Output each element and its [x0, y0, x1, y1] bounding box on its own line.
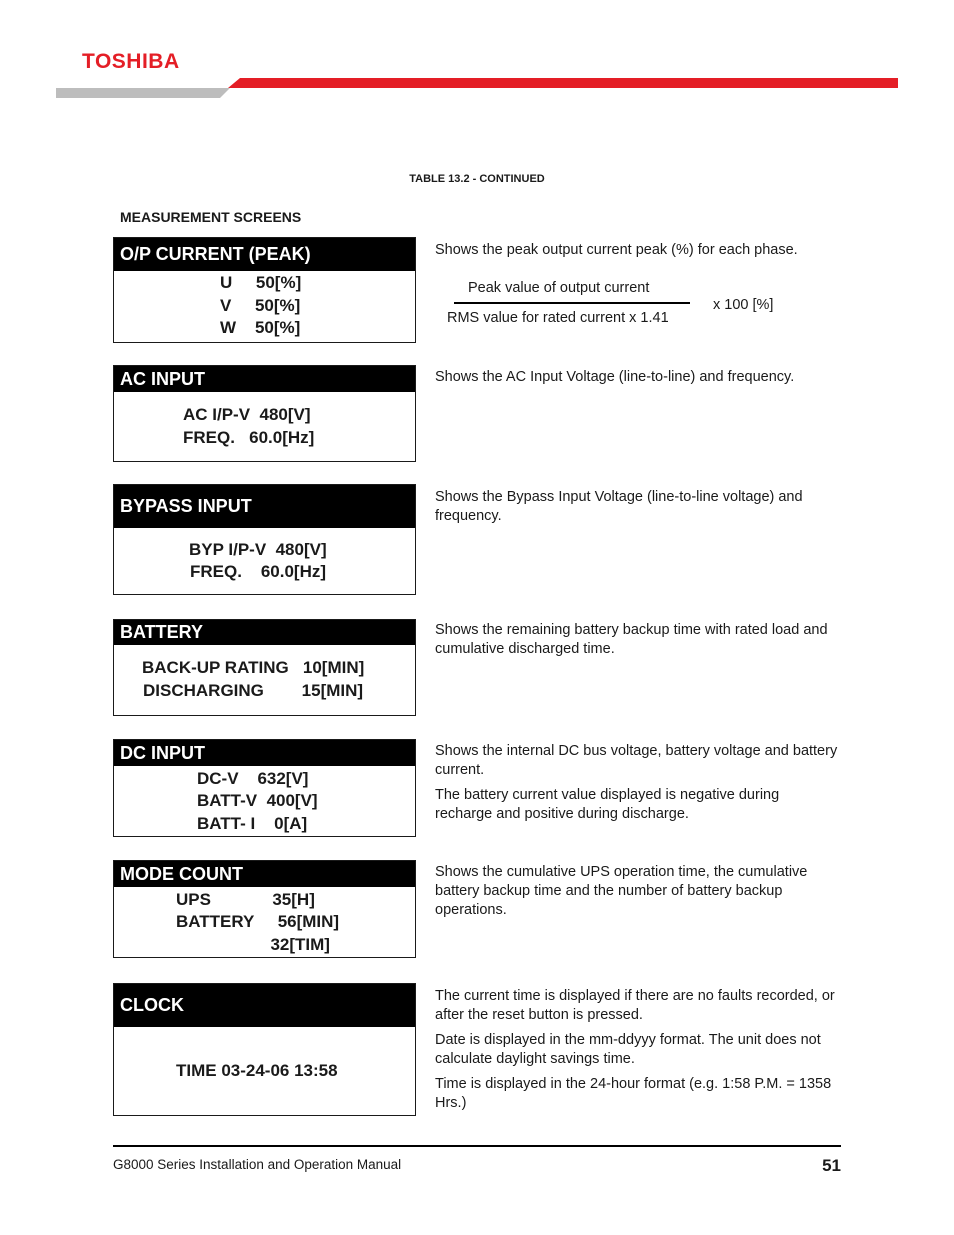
- screen-line: V 50[%]: [220, 296, 301, 315]
- page-number: 51: [822, 1156, 841, 1175]
- screen-mode-count: [113, 860, 416, 958]
- description-mode-count: [435, 863, 840, 920]
- table-title: TABLE 13.2 - CONTINUED: [409, 173, 545, 185]
- description-bypass-input: [435, 488, 840, 526]
- description-text: Shows the peak output current peak (%) for each phase.: [435, 242, 798, 258]
- screen-line: FREQ. 60.0[Hz]: [183, 428, 315, 447]
- screen-line: TIME 03-24-06 13:58: [176, 1061, 338, 1080]
- screen-bypass-input: [113, 484, 416, 595]
- screen-line: DC-V 632[V]: [197, 769, 309, 788]
- screen-ac-input: [113, 365, 416, 462]
- toshiba-logo: TOSHIBA: [82, 50, 180, 73]
- brand-grey-stripe: [56, 88, 230, 98]
- formula-denominator: RMS value for rated current x 1.41: [447, 310, 669, 326]
- description-dc-input: [435, 742, 840, 824]
- description-text: Time is displayed in the 24-hour format (e.g. 1:58 P.M. = 1358 Hrs.): [435, 1076, 832, 1111]
- description-battery: [435, 621, 840, 659]
- screen-title: BYPASS INPUT: [114, 485, 415, 528]
- screen-clock: [113, 983, 416, 1116]
- description-text: Shows the AC Input Voltage (line-to-line) and frequency.: [435, 369, 795, 385]
- footer-manual-title: G8000 Series Installation and Operation Manual: [113, 1157, 402, 1172]
- screen-line: BATT-V 400[V]: [197, 791, 318, 810]
- description-clock: [435, 987, 840, 1113]
- formula-fraction-bar: [454, 302, 690, 304]
- section-title: MEASUREMENT SCREENS: [120, 209, 302, 225]
- description-text: The battery current value displayed is negative during recharge and positive during discharge.: [435, 787, 780, 822]
- screen-title: O/P CURRENT (PEAK): [114, 238, 415, 271]
- screen-line: AC I/P-V 480[V]: [183, 405, 311, 424]
- screen-line: BATT- I 0[A]: [197, 814, 308, 833]
- screen-title: MODE COUNT: [114, 861, 415, 887]
- screen-battery: [113, 619, 416, 716]
- brand-red-stripe: [228, 78, 898, 88]
- formula-numerator: Peak value of output current: [468, 280, 650, 296]
- screen-title: BATTERY: [114, 620, 415, 645]
- screen-title: CLOCK: [114, 984, 415, 1027]
- screen-line: W 50[%]: [220, 318, 301, 337]
- description-text: Shows the internal DC bus voltage, battery voltage and battery current.: [435, 743, 838, 778]
- screen-dc-input: [113, 739, 416, 837]
- screen-line: BATTERY 56[MIN]: [176, 912, 340, 931]
- screen-line: BACK-UP RATING 10[MIN]: [142, 658, 365, 677]
- description-text: The current time is displayed if there are no faults recorded, or after the reset button is pressed.: [435, 988, 835, 1023]
- screen-line: BYP I/P-V 480[V]: [189, 540, 327, 559]
- formula-multiplier: x 100 [%]: [713, 297, 774, 313]
- description-text: Shows the cumulative UPS operation time, the cumulative battery backup time and the number of battery backup operations.: [435, 864, 808, 918]
- description-op-current-peak: [435, 241, 840, 260]
- screen-line: U 50[%]: [220, 273, 302, 292]
- screen-line: FREQ. 60.0[Hz]: [190, 562, 327, 581]
- screen-line: DISCHARGING 15[MIN]: [143, 681, 364, 700]
- screen-title: DC INPUT: [114, 740, 415, 766]
- description-text: Shows the Bypass Input Voltage (line-to-line voltage) and frequency.: [435, 489, 803, 524]
- description-text: Shows the remaining battery backup time with rated load and cumulative discharged time.: [435, 622, 828, 657]
- description-ac-input: [435, 368, 840, 387]
- screen-title: AC INPUT: [114, 366, 415, 392]
- screen-op-current-peak: [113, 237, 416, 343]
- screen-line: 32[TIM]: [176, 935, 330, 954]
- description-text: Date is displayed in the mm-ddyyy format. The unit does not calculate daylight savings time.: [435, 1032, 821, 1067]
- footer-rule: [113, 1145, 841, 1147]
- screen-line: UPS 35[H]: [176, 890, 315, 909]
